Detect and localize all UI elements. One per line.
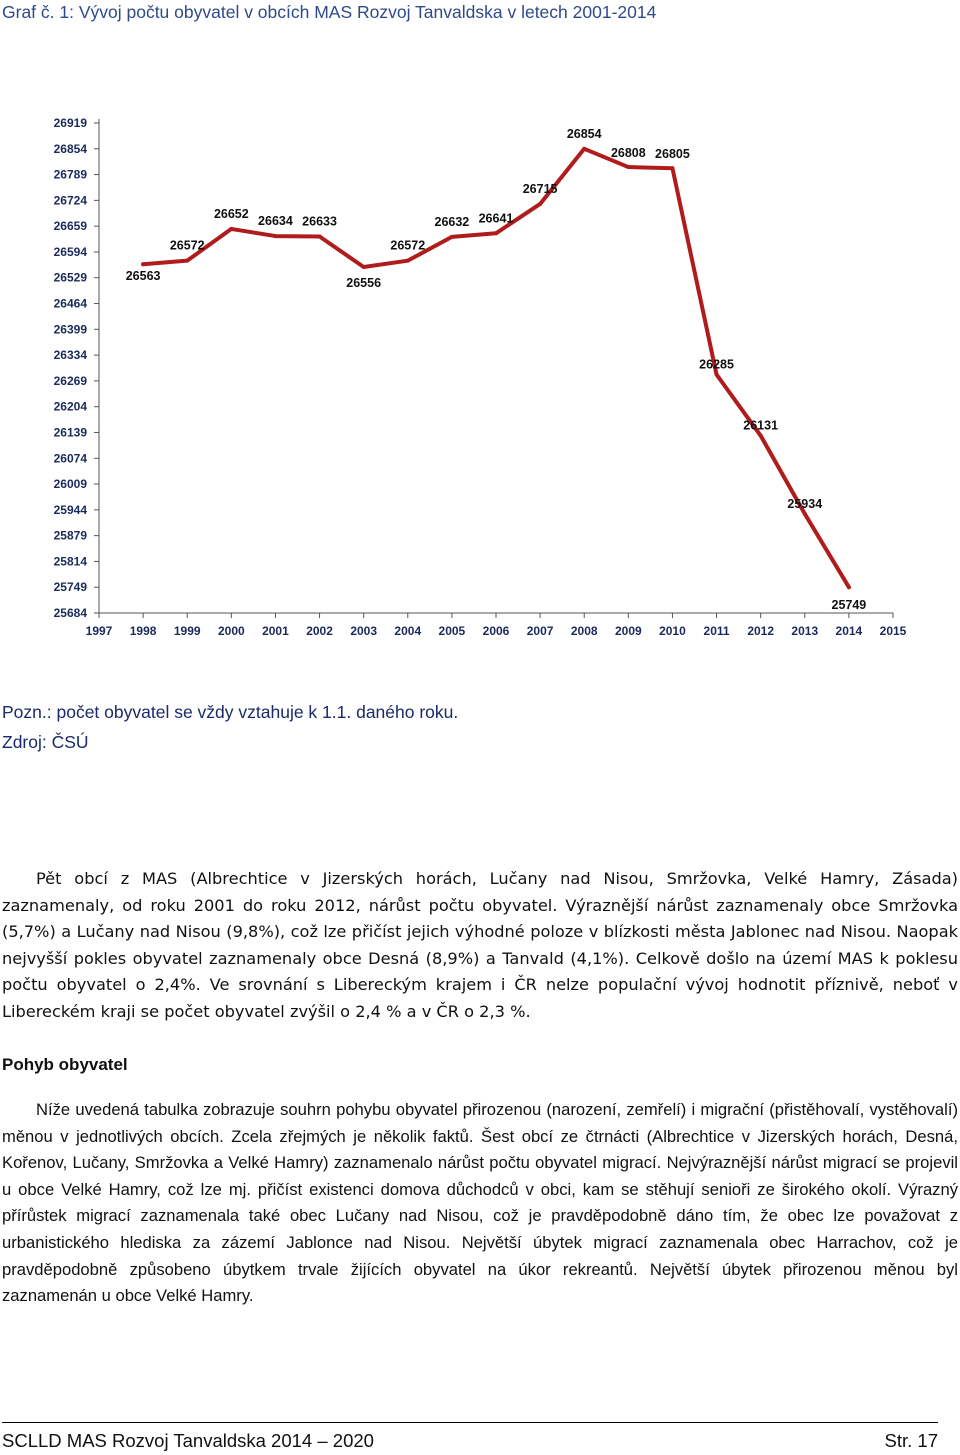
x-tick-label: 2003 (350, 624, 378, 638)
data-point (185, 259, 189, 263)
data-point (273, 234, 277, 238)
x-tick-label: 2012 (747, 624, 775, 638)
x-axis-ticks (86, 613, 907, 638)
data-label: 26641 (478, 211, 514, 226)
chart-axes (99, 119, 893, 613)
y-tick-label: 26659 (53, 219, 87, 234)
y-tick-label: 26854 (53, 141, 87, 156)
data-point (626, 165, 630, 169)
x-tick-label: 2013 (791, 624, 819, 638)
y-tick-label: 26919 (53, 116, 87, 130)
data-label: 26285 (699, 357, 734, 372)
data-label: 26131 (743, 418, 779, 433)
data-label: 26805 (655, 147, 690, 162)
data-label: 26808 (610, 146, 646, 161)
y-tick-label: 26269 (53, 373, 87, 388)
data-point (450, 235, 454, 239)
y-tick-label: 26594 (53, 244, 87, 259)
x-tick-label: 2002 (306, 624, 333, 638)
y-tick-label: 26789 (53, 167, 87, 182)
data-point (847, 585, 851, 589)
data-point (141, 262, 145, 266)
x-tick-label: 2008 (570, 624, 598, 638)
data-label: 26556 (346, 276, 382, 291)
x-tick-label: 2010 (659, 624, 686, 638)
data-point (670, 166, 674, 170)
x-tick-label: 2011 (703, 624, 730, 638)
data-label: 26715 (522, 181, 558, 196)
paragraph-population-movement: Níže uvedená tabulka zobrazuje souhrn pohybu obyvatel přirozenou (narození, zemřelí) i migrační (přistěhovalí, vystěhovalí) měnou v jednotlivých obcích. Zcela zřejmých je několik faktů. Šest obcí ze čtrnácti (Albrechtice v Jizerských horách, Desná, Kořenov, Lučany, Smržovka a Velké Hamry) zaznamenalo nárůst počtu obyvatel migrací. Nejvýraznější nárůst migrací se projevil u obce Velké Hamry, což lze mj. přičíst existenci domova důchodců v obci, kam se stěhují senioři ze širokého okolí. Výrazný přírůstek migrací zaznamenala také obec Lučany nad Nisou, což je pravděpodobně dáno tím, že obec lze považovat z urbanistického hlediska za zázemí Jablonce nad Nisou. Největší úbytek migrací zaznamenala obec Harrachov, což je pravděpodobně způsobeno úbytkem trvale žijících obyvatel na úkor rekreantů. Největší úbytek přirozenou měnou byl zaznamenán u obce Velké Hamry. (2, 1100, 958, 1306)
data-point (362, 265, 366, 269)
data-label: 26854 (566, 126, 602, 141)
x-tick-label: 2009 (614, 624, 642, 638)
x-tick-label: 1999 (173, 624, 201, 638)
y-tick-label: 26529 (53, 270, 87, 285)
data-label: 25934 (787, 496, 823, 511)
data-point (318, 234, 322, 238)
y-tick-label: 25814 (53, 554, 87, 569)
y-tick-label: 25749 (53, 580, 87, 595)
data-label: 26652 (213, 206, 249, 221)
data-label: 26632 (434, 214, 470, 229)
data-point (406, 259, 410, 263)
x-tick-label: 2015 (879, 624, 907, 638)
y-tick-label: 26464 (53, 296, 87, 311)
y-axis-ticks (54, 116, 99, 620)
y-tick-label: 25879 (53, 528, 87, 543)
x-tick-label: 2000 (217, 624, 245, 638)
x-tick-label: 2004 (394, 624, 422, 638)
y-tick-label: 26204 (53, 399, 87, 414)
chart-caption: Graf č. 1: Vývoj počtu obyvatel v obcích MAS Rozvoj Tanvaldska v letech 2001-2014 (2, 2, 657, 22)
footer-divider (2, 1422, 938, 1423)
page-number: Str. 17 (884, 1430, 938, 1451)
data-labels (126, 127, 867, 612)
data-point (494, 231, 498, 235)
data-point (229, 227, 233, 231)
x-tick-label: 2007 (526, 624, 554, 638)
data-point (759, 434, 763, 438)
y-tick-label: 26139 (53, 425, 87, 440)
footer-title: SCLLD MAS Rozvoj Tanvaldska 2014 – 2020 (2, 1430, 374, 1451)
x-tick-label: 2014 (835, 624, 863, 638)
x-tick-label: 2001 (262, 624, 289, 638)
y-tick-label: 26399 (53, 322, 87, 337)
data-point (803, 512, 807, 516)
y-tick-label: 25944 (53, 502, 87, 517)
data-label: 26572 (169, 238, 205, 253)
data-label: 26572 (390, 238, 426, 253)
section-heading: Pohyb obyvatel (2, 1055, 128, 1074)
data-point (582, 147, 586, 151)
data-label: 26633 (302, 214, 337, 229)
y-tick-label: 26334 (53, 348, 87, 363)
x-tick-label: 2006 (482, 624, 510, 638)
y-tick-label: 26724 (53, 193, 87, 208)
data-point (538, 202, 542, 206)
chart-source: Zdroj: ČSÚ (2, 732, 89, 752)
data-label: 26634 (258, 214, 293, 229)
y-tick-label: 26074 (53, 451, 87, 466)
chart-note: Pozn.: počet obyvatel se vždy vztahuje k 1.1. daného roku. (2, 702, 459, 722)
x-tick-label: 2005 (438, 624, 466, 638)
x-tick-label: 1998 (129, 624, 157, 638)
population-line-chart (0, 100, 960, 660)
data-label: 25749 (831, 598, 867, 613)
data-label: 26563 (125, 269, 161, 284)
paragraph-population-change: Pět obcí z MAS (Albrechtice v Jizerských horách, Lučany nad Nisou, Smržovka, Velké Hamry, Zásada) zaznamenaly, od roku 2001 do roku 2012, nárůst počtu obyvatel. Výraznější nárůst zaznamenaly obce Smržovka (5,7%) a Lučany nad Nisou (9,8%), což lze přičíst jejich výhodné poloze v blízkosti města Jablonec nad Nisou. Naopak nejvyšší pokles obyvatel zaznamenaly obce Desná (8,9%) a Tanvald (4,1%). Celkově došlo na území MAS k poklesu počtu obyvatel o 2,4%. Ve srovnání s Libereckým krajem i ČR nelze populační vývoj hodnotit příznivě, neboť v Libereckém kraji se počet obyvatel zvýšil o 2,4 % a v ČR o 2,3 %. (2, 869, 958, 1021)
y-tick-label: 26009 (53, 477, 87, 492)
y-tick-label: 25684 (53, 606, 87, 620)
x-tick-label: 1997 (85, 624, 113, 638)
data-point (715, 373, 719, 377)
